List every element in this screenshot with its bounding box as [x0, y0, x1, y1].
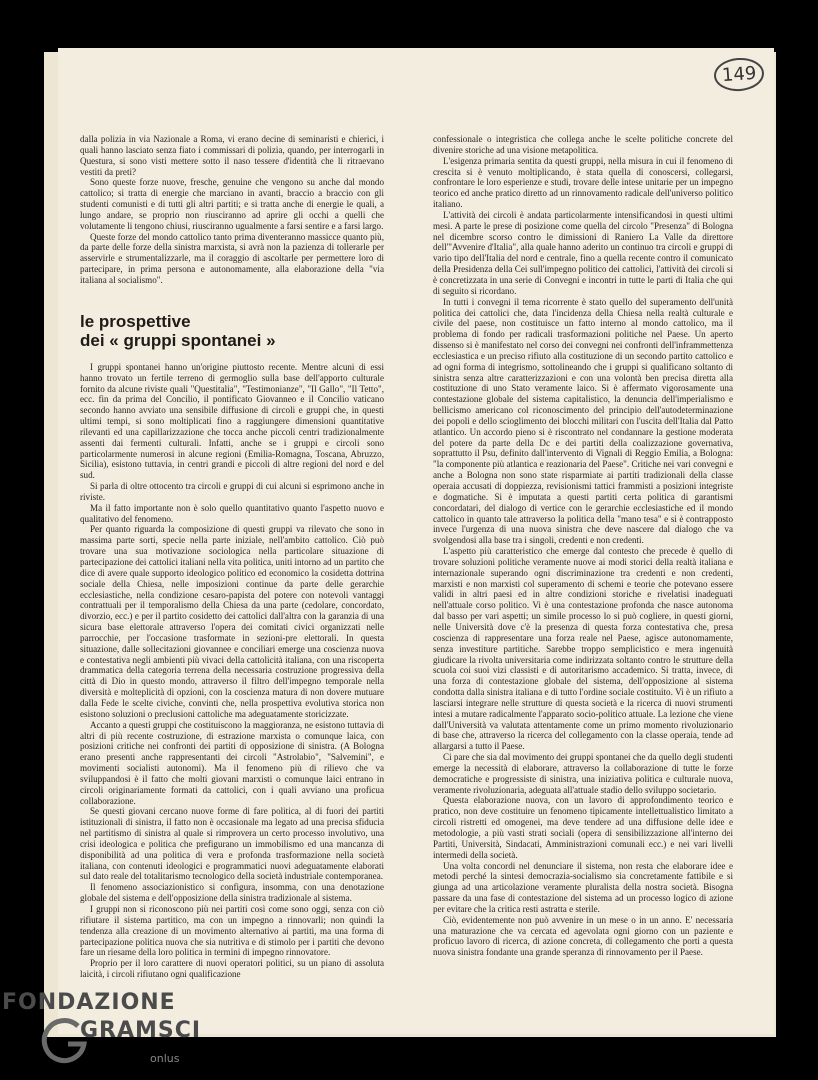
paragraph: Per quanto riguarda la composizione di questi gruppi va rilevato che sono in massima parte sorti, specie nella parte iniziale, nell'ambito cattolico. Ciò può trovare una sua motivazione sociologica nella particolare situazione di partecipazione dei cattolici italiani nella vita politica, uniti intorno ad un partito che dice di avere quale supporto ideologico politico ed economico la cosidetta dottrina sociale della Chiesa, nelle imposizioni continue da parte delle gerarchie ecclesiastiche, nella condizione cesaro-papista del potere con notevoli vantaggi contrattuali per il temporalismo della Chiesa da una parte (cedolare, concordato, divorzio, ecc.) e per il partito cosidetto dei cattolici dall'altra con la garanzia di una sicura base elettorale attraverso l'opera dei comitati civici organizzati nelle parrocchie, per l'occasione trasformate in sezioni-pre elettorali. In questa situazione, dalle sollecitazioni giovannee e conciliari emerge una coscienza nuova e contestativa negli ambienti più vivaci della cattolicità italiana, con una riscoperta drammatica della categoria terrena della necessaria costruzione progressiva della città di Dio in questo mondo, attraverso il filtro dell'impegno temporale nella diversità e molteplicità di opzioni, con la coscienza matura di non dovere mutuare dalla Fede le scelte civiche, convinti che, nella prospettiva evolutiva storica non esistono soluzioni o preclusioni cattoliche ma adeguatamente storicizzate. [80, 524, 384, 719]
paragraph: L'esigenza primaria sentita da questi gruppi, nella misura in cui il fenomeno di crescita si è venuto moltiplicando, è stata quella di conoscersi, collegarsi, confrontare le loro esperienze e studi, trovare delle intese unitarie per un impegno teorico ed anche pratico diretto ad un rinnovamento radicale dell'universo politico italiano. [433, 155, 733, 210]
paragraph: Si parla di oltre ottocento tra circoli e gruppi di cui alcuni si esprimono anche in riviste. [80, 481, 384, 502]
left-column [80, 134, 384, 980]
paragraph: L'attività dei circoli è andata particolarmente intensificandosi in questi ultimi mesi. A parte le prese di posizione come quella del circolo "Presenza" di Bologna nel dicembre scorso contro le dimissioni di Raniero La Valle da direttore dell'"Avvenire d'Italia", alla quale hanno aderito un continuo tra circoli e gruppi di vario tipo dell'Italia del nord e centrale, fino a quella recente contro il comunicato della Presidenza della Cei sull'impegno politico dei cattolici, l'attività dei circoli si è concretizzata in una serie di Convegni e incontri in tutte le parti di Italia che qui di seguito si ricordano. [433, 209, 733, 296]
paragraph: Una volta concordi nel denunciare il sistema, non resta che elaborare idee e metodi perché la sintesi democrazia-socialismo sia concretamente fattibile e si giunga ad una articolazione veramente pluralista della nostra società. Bisogna passare da una fase di contestazione del sistema ad un processo logico di azione per evitare che la critica resti astratta e sterile. [433, 860, 733, 914]
paragraph: L'aspetto più caratteristico che emerge dal contesto che precede è quello di trovare soluzioni politiche veramente nuove ai modi storici della realtà italiana e internazionale superando ogni discriminazione tra credenti e non credenti, marxisti e non marxisti col superamento di schemi e teorie che potevano essere validi in altri paesi ed in altre condizioni storiche e rivelatisi inadeguati nell'attuale corso politico. Vi è una contestazione profonda che nasce autonoma dal basso per vari aspetti; un simile processo lo si può cogliere, in questi giorni, nelle Università dove c'è la presenza di questa forza contestativa che, presa coscienza di rappresentare una forza reale nel Paese, agisce autonomamente, senza investiture partitiche. Sarebbe troppo semplicistico e mera ingenuità giudicare la rivolta universitaria come indirizzata soltanto contro le strutture della scuola coi suoi vizi classisti e di autoritarismo accademico. Si tratta, invece, di una forza di contestazione globale del sistema, dell'opposizione al sistema condotta dalla sinistra italiana e di tutto l'ordine sociale costituito. Vi è un rifiuto a lasciarsi integrare nelle strutture di questa società e la ricerca di nuovi strumenti intesi a mutare radicalmente l'apparato socio-politico attuale. La lezione che viene dall'Università va valutata attentamente come un primo momento rivoluzionario di base che, attraverso la ricerca del collegamento con la classe operaia, tende ad allargarsi a tutto il Paese. [433, 546, 733, 752]
paragraph: Accanto a questi gruppi che costituiscono la maggioranza, ne esistono tuttavia di altri di più recente costruzione, di estrazione marxista o comunque laica, con posizioni critiche nei confronti dei partiti di opposizione di sinistra. (A Bologna erano presenti anche rappresentanti dei circoli "Astrolabio", "Salvemini", e movimenti socialisti autonomi). Ma il fenomeno più di rilievo che va sviluppandosi è il fatto che molti giovani marxisti o comunque laici entrano in circoli originariamente formati da cattolici, con i quali avviano una proficua collaborazione. [80, 719, 384, 806]
right-column [433, 134, 733, 958]
paragraph: I gruppi non si riconoscono più nei partiti così come sono oggi, senza con ciò rifiutare il sistema partitico, ma con un impegno a rinnovarli; non quindi la tendenza alla creazione di un movimento alternativo ai partiti, ma una forma di partecipazione politica nuova che sia nutritiva e di stimolo per i partiti che devono fare un riesame della loro politica in termini di impegno rinnovatore. [80, 904, 384, 958]
archive-watermark [0, 988, 220, 1080]
magazine-page [58, 48, 774, 1034]
watermark-line: GRAMSCI [80, 1018, 202, 1043]
paragraph: I gruppi spontanei hanno un'origine piuttosto recente. Mentre alcuni di essi hanno trovato un fertile terreno di germoglio sulla base dell'apporto culturale fornito da alcune riviste quali "Questitalia", "Testimonianze", "Il Gallo", "Il Tetto", ecc. fin da prima del Concilio, il pontificato Giovanneo e il Concilio vaticano secondo hanno avviato una sensibile diffusione di circoli e gruppi che, in questi ultimi tempi, si sono moltiplicati fino a raggiungere dimensioni quantitative rilevanti ed una capillarizzazione che tocca anche piccoli centri tradizionalmente assenti dai fermenti culturali. Infatti, anche se i gruppi e circoli sono particolarmente numerosi in alcune regioni (Emilia-Romagna, Toscana, Abruzzo, Sicilia), esistono tuttavia, in centri grandi e piccoli di altre regioni del nord e del sud. [80, 361, 384, 481]
paragraph: Ci pare che sia dal movimento dei gruppi spontanei che da quello degli studenti emerge la necessità di elaborare, attraverso la collaborazione di tutte le forze democratiche e progressiste di sinistra, una iniziativa politica e culturale nuova, veramente rivoluzionaria, adeguata all'attuale stadio dello sviluppo societario. [433, 752, 733, 795]
paragraph: Questa elaborazione nuova, con un lavoro di approfondimento teorico e pratico, non deve costituire un fenomeno tipicamente intellettualistico limitato a circoli ristretti ed omogenei, ma deve tendere ad una diffusione delle idee e metodologie, a più vasti strati sociali (opera di sensibilizzazione all'interno dei Partiti, Università, Sindacati, Amministrazioni comunali ecc.) e nei vari livelli intermedi della società. [433, 795, 733, 860]
section-heading-line: dei « gruppi spontanei » [80, 330, 276, 350]
paragraph: Se questi giovani cercano nuove forme di fare politica, al di fuori dei partiti istituzionali di sinistra, il fatto non è occasionale ma legato ad una precisa sfiducia nel partitismo di sinistra al quale si rimprovera un certo processo involutivo, una crisi ideologica e politica che prefigurano un immobilismo ed una mancanza di disponibilità ad una politica di vera e profonda trasformazione nella società italiana, con contenuti ideologici e programmatici nuovi adeguatamente elaborati sul dato reale del totalitarismo tecnologico della società industriale contemporanea. [80, 806, 384, 882]
paragraph: Queste forze del mondo cattolico tanto prima diventeranno massicce quanto più, da parte delle forze della sinistra marxista, si avrà non la pazienza di tollerarle per asservirle e strumentalizzarle, ma il coraggio di ascoltarle per permettere loro di partecipare, in prima persona e autonomamente, alla elaborazione della "via italiana al socialismo". [80, 231, 384, 285]
watermark-line: onlus [150, 1052, 180, 1065]
paragraph: Ciò, evidentemente non può avvenire in un mese o in un anno. E' necessaria una maturazione che va cercata ed agevolata ogni giorno con un paziente e proficuo lavoro di ricerca, di azione concreta, di collegamento che porti a questa nuova sinistra fondante una grande speranza di rinnovamento per il Paese. [433, 914, 733, 958]
section-heading [80, 312, 384, 350]
paragraph: In tutti i convegni il tema ricorrente è stato quello del superamento dell'unità politica dei cattolici che, data l'incidenza della Chiesa nella realtà culturale e civile del paese, non costituisce un fatto interno al mondo cattolico, ma il problema di fondo per radicali trasformazioni politiche nel Paese. Un aperto dissenso si è manifestato nel corso dei convegni nei confronti dell'inframmettenza ecclesiastica e un preciso rifiuto alla costituzione di un secondo partito cattolico e ad ogni forma di integrismo, sottolineando che i gruppi si qualificano soltanto di sinistra senza altre caratterizzazioni e con una volontà ben precisa diretta alla costituzione di uno Stato veramente laico. Si è affermato vigorosamente una contestazione globale del sistema capitalistico, la denuncia dell'imperialismo e bellicismo americano col riconoscimento del principio dell'autodeterminazione dei popoli e dello scioglimento dei blocchi militari con l'uscita dell'Italia dal Patto atlantico. Un accordo pieno si è riscontrato nel condannare la gestione moderata del potere da parte della Dc e dei partiti della coalizzazione governativa, soprattutto il Psu, definito dall'intervento di Vignali di Reggio Emilia, a Bologna: "la componente più atlantica e reazionaria del Paese". Critiche nei vari convegni e anche a Bologna non sono state risparmiate ai partiti tradizionali della classe operaia accusati di doppiezza, revisionismi tattici frammisti a posizioni integriste e dogmatiche. Si è imputata a questi partiti certa politica di garantismi concordatari, del dialogo di vertice con le gerarchie ecclesiastiche ed il mondo cattolico in quanto tale attraverso la politica della "mano tesa" e si è contrapposto invece l'urgenza di una nuova sinistra che deve nascere dal dialogo che va svolgendosi alla base tra i singoli, credenti e non credenti. [433, 296, 733, 546]
paragraph: Proprio per il loro carattere di nuovi operatori politici, su un piano di assoluta laicità, i circoli rifiutano ogni qualificazione [80, 958, 384, 980]
paragraph: Il fenomeno associazionistico si configura, insomma, con una denotazione globale del sistema e dell'opposizione della sinistra tradizionale al sistema. [80, 882, 384, 904]
paragraph: Sono queste forze nuove, fresche, genuine che vengono su anche dal mondo cattolico; si tratta di energie che marciano in avanti, braccio a braccio con gli studenti comunisti e di tutti gli altri partiti; e si tratta anche di energie le quali, a lungo andare, se proprio non riusciranno ad aprire gli occhi a quelli che volutamente li tengono chiusi, riusciranno ugualmente a farsi sentire e a farsi largo. [80, 177, 384, 231]
paragraph: Ma il fatto importante non è solo quello quantitativo quanto l'aspetto nuovo e qualitativo del fenomeno. [80, 502, 384, 524]
section-heading-line: le prospettive [80, 311, 191, 331]
paragraph: confessionale o integristica che collega anche le scelte politiche concrete del divenire storiche ad una visione metapolitica. [433, 134, 733, 155]
handwritten-page-number: 149 [713, 56, 766, 92]
paragraph: dalla polizia in via Nazionale a Roma, vi erano decine di seminaristi e chierici, i quali hanno lasciato senza fiato i commissari di polizia, quando, per interrogarli in Questura, si sono visti mettere sotto il naso tessere d'identità che li ritraevano vestiti da preti? [80, 134, 384, 177]
watermark-line: FONDAZIONE [2, 990, 176, 1015]
